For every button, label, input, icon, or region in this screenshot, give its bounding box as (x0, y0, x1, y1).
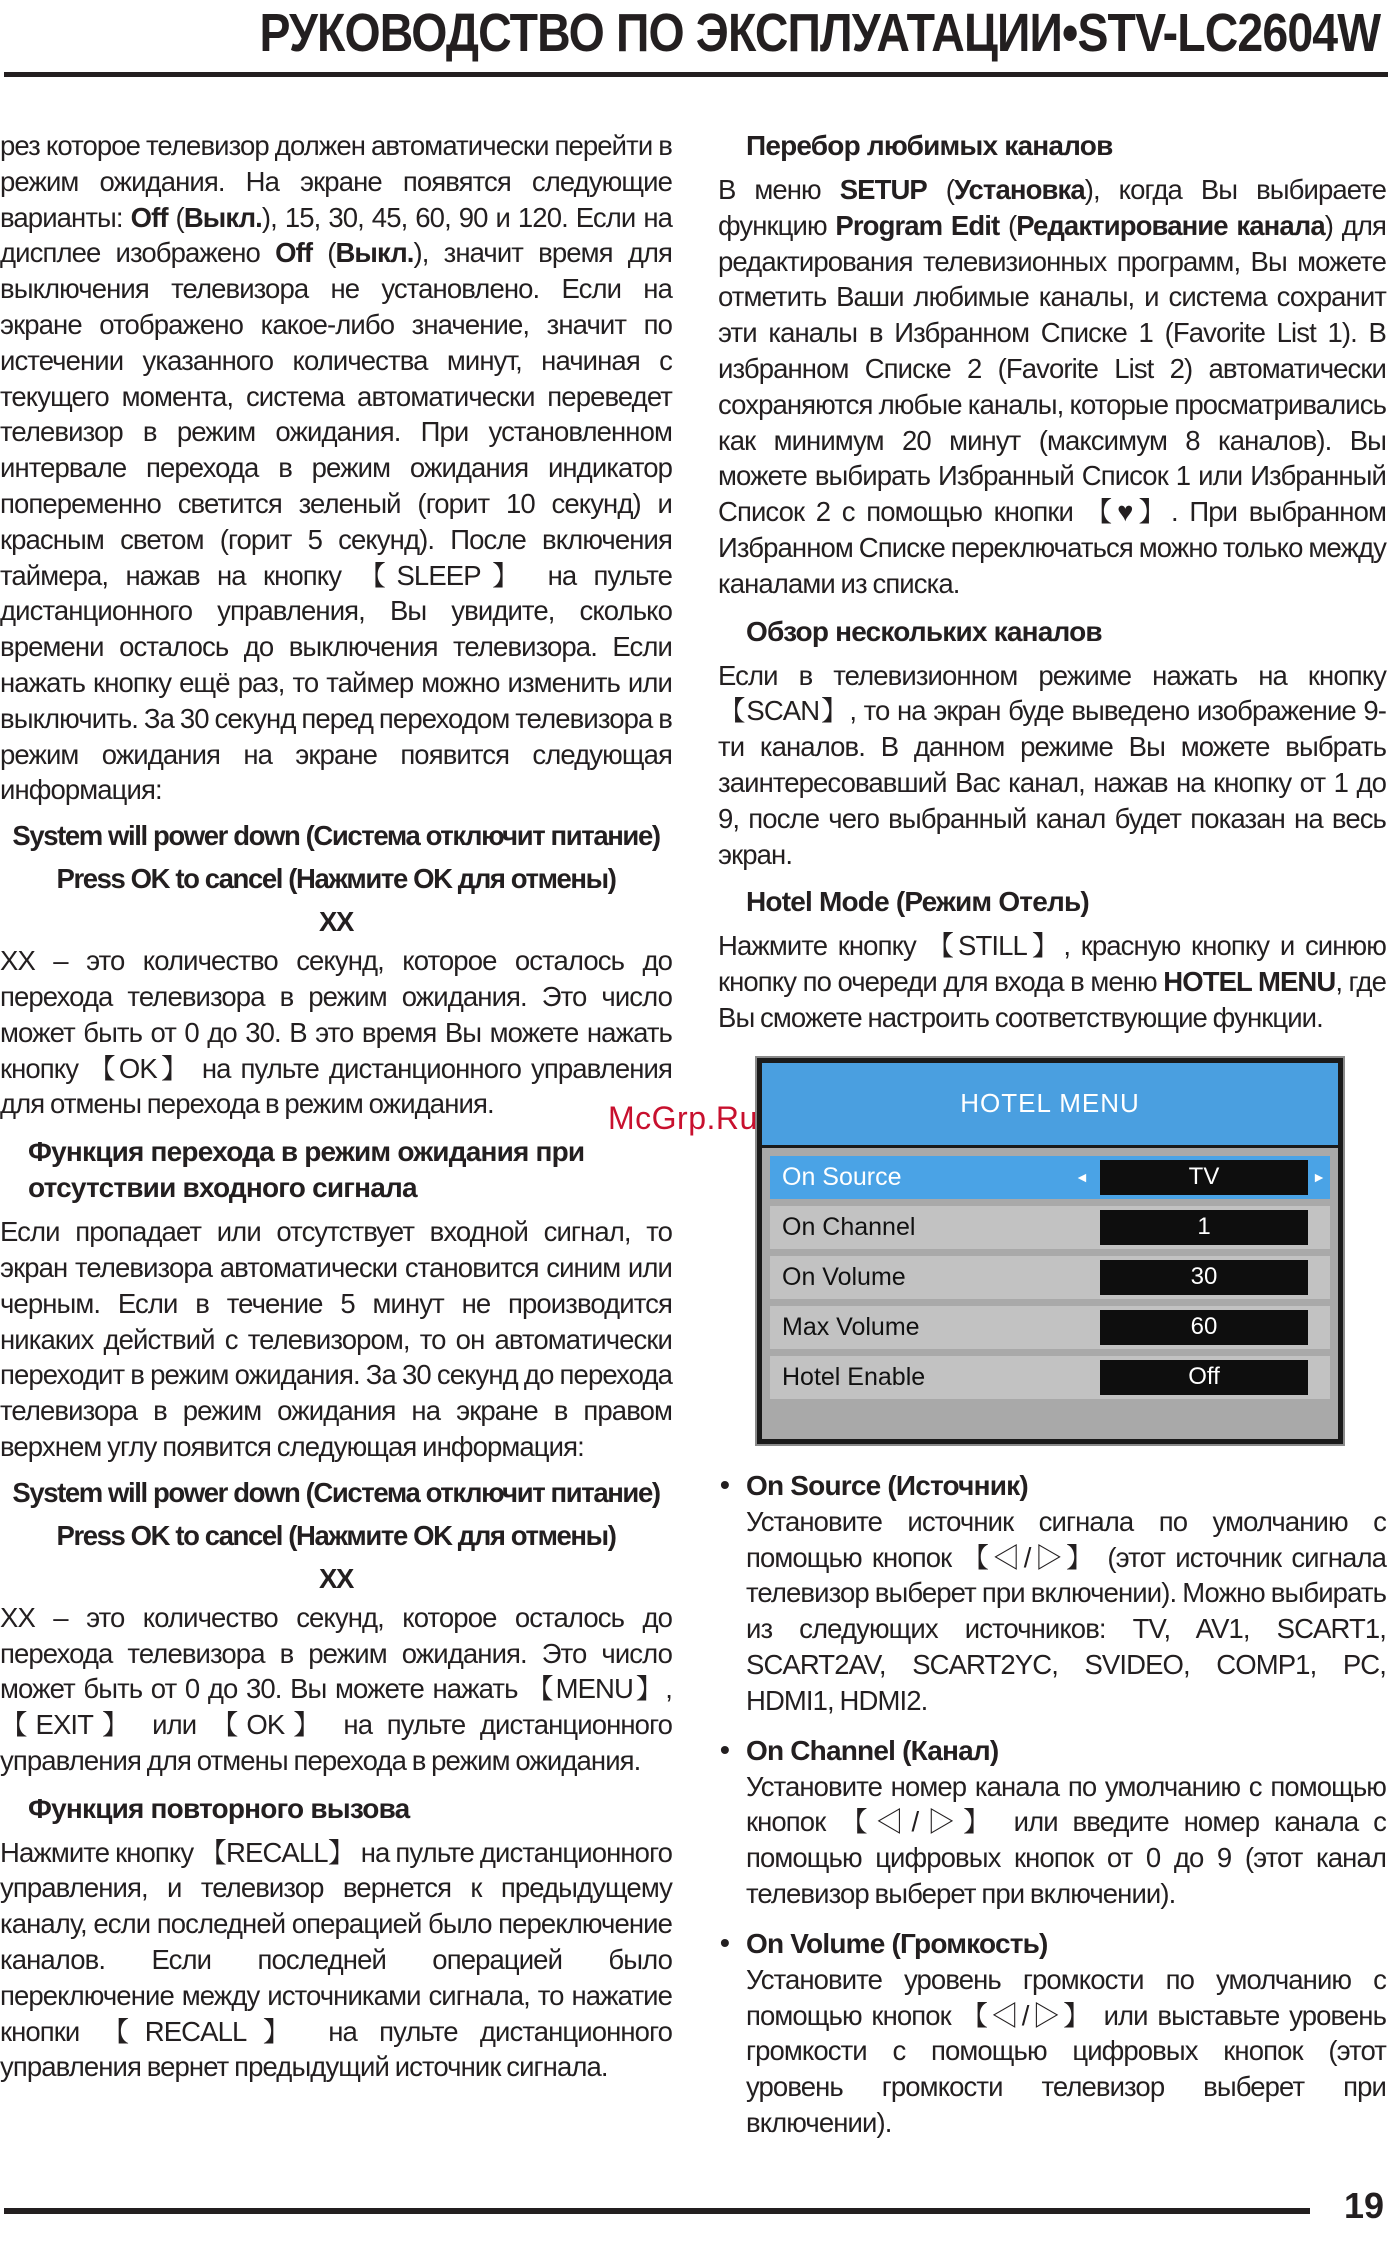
left-column (0, 128, 672, 2085)
hotel-menu-body (762, 1148, 1338, 1439)
bullet-text: Установите номер канала по умолчанию с помощью кнопок 【◁/▷】 или введите номер канала с помощью цифровых кнопок от 0 до 9 (этот канал телевизор выберет при включении). (746, 1770, 1386, 1909)
power-down-message2-line2: Press OK to cancel (Нажмите OK для отмены) (56, 1519, 616, 1551)
row-label: Max Volume (782, 1312, 920, 1341)
bullet-text: Установите источник сигнала по умолчанию с помощью кнопок 【◁/▷】 (этот источник сигнала телевизор выберет при включении). Можно выбирать из следующих источников: TV, AV1, SCART1, SCART2AV, SCART2YC, SVIDEO, COMP1, PC, HDMI1, HDMI2. (746, 1505, 1386, 1716)
row-label: Hotel Enable (782, 1362, 926, 1391)
bullet-icon: • (720, 1468, 730, 1500)
hotel-menu-screenshot (755, 1056, 1345, 1446)
hotel-mode-heading: Hotel Mode (Режим Отель) (746, 886, 1089, 918)
arrow-right-icon[interactable]: ► (1312, 1168, 1326, 1185)
bullet-icon: • (720, 1733, 730, 1765)
hotel-menu-row-on-channel[interactable] (770, 1206, 1330, 1249)
row-value: 60 (1100, 1310, 1308, 1345)
power-down-message-line1: System will power down (Система отключит питание) (12, 820, 660, 852)
recall-heading: Функция повторного вызова (28, 1792, 410, 1824)
hotel-menu-row-hotel-enable[interactable] (770, 1356, 1330, 1399)
bullet-on-channel (718, 1733, 1386, 1912)
no-signal-heading: Функция перехода в режим ожидания при отсутствии входного сигнала (28, 1136, 585, 1204)
recall-paragraph: Нажмите кнопку 【RECALL】 на пульте дистанционного управления, и телевизор вернется к предыдущему каналу, если последней операцией было переключение каналов. Если последней операцией было переключение между источниками сигнала, то нажатие кнопки 【RECALL】 на пульте дистанционного управления вернет предыдущий источник сигнала. (0, 1836, 672, 2083)
hotel-menu-row-on-volume[interactable] (770, 1256, 1330, 1299)
favorites-heading: Перебор любимых каналов (746, 130, 1113, 161)
countdown-paragraph-2: XX – это количество секунд, которое осталось до перехода телевизора в режим ожидания. Это число может быть от 0 до 30. Вы можете нажать 【MENU】, 【EXIT】 или 【OK】 на пульте дистанционного управления для отмены перехода в режим ожидания. (0, 1601, 672, 1776)
hotel-menu-title: HOTEL MENU (762, 1063, 1338, 1145)
footer-rule (4, 2208, 1310, 2214)
no-signal-paragraph: Если пропадает или отсутствует входной сигнал, то экран телевизора автоматически становится синим или черным. Если в течение 5 минут не производится никаких действий с телевизором, то он автоматически переходит в режим ожидания. За 30 секунд до перехода телевизора в режим ожидания на экране в правом верхнем углу появится следующая информация: (0, 1216, 672, 1462)
hotel-mode-paragraph: Нажмите кнопку 【STILL】, красную кнопку и синюю кнопку по очереди для входа в меню HOTEL MENU, где Вы сможете настроить соответствующие функции. (718, 930, 1386, 1033)
watermark: McGrp.Ru (608, 1100, 758, 1136)
bullet-title: On Channel (Канал) (746, 1734, 999, 1766)
right-column (718, 128, 1386, 2141)
power-down-message-line3: XX (319, 906, 353, 938)
page-number: 19 (1343, 2185, 1384, 2226)
bullet-on-volume (718, 1926, 1386, 2141)
row-label: On Source (782, 1162, 902, 1191)
multi-channel-paragraph: Если в телевизионном режиме нажать на кнопку 【SCAN】, то на экран буде выведено изображение 9-ти каналов. В данном режиме Вы можете выбрать заинтересовавший Вас канал, нажав на кнопку от 1 до 9, после чего выбранный канал будет показан на весь экран. (718, 659, 1386, 870)
hotel-menu-row-max-volume[interactable] (770, 1306, 1330, 1349)
row-label: On Channel (782, 1212, 916, 1241)
multi-channel-heading: Обзор нескольких каналов (746, 615, 1102, 647)
bullet-on-source (718, 1468, 1386, 1719)
power-down-message2-line1: System will power down (Система отключит питание) (12, 1476, 660, 1508)
row-value: TV (1100, 1160, 1308, 1195)
row-value: Off (1100, 1360, 1308, 1395)
bullet-title: On Volume (Громкость) (746, 1927, 1048, 1959)
page-header-title: РУКОВОДСТВО ПО ЭКСПЛУАТАЦИИ•STV-LC2604W (259, 3, 1380, 63)
power-down-message-line2: Press OK to cancel (Нажмите OK для отмены) (56, 863, 616, 895)
power-down-message2-line3: XX (319, 1562, 353, 1594)
favorites-paragraph: В меню SETUP (Установка), когда Вы выбираете функцию Program Edit (Редактирование канала) для редактирования телевизионных программ, Вы можете отметить Ваши любимые каналы, и система сохранит эти каналы в Избранном Списке 1 (Favorite List 1). В избранном Списке 2 (Favorite List 2) автоматически сохраняются любые каналы, которые просматривались как минимум 20 минут (максимум 8 каналов). Вы можете выбирать Избранный Список 1 или Избранный Список 2 с помощью кнопки 【♥】. При выбранном Избранном Списке переключаться можно только между каналами из списка. (718, 174, 1386, 599)
row-label: On Volume (782, 1262, 906, 1291)
row-value: 30 (1100, 1260, 1308, 1295)
bullet-text: Установите уровень громкости по умолчанию с помощью кнопок 【◁/▷】 или выставьте уровень громкости с помощью цифровых кнопок (этот уровень громкости телевизор выберет при включении). (746, 1963, 1386, 2138)
sleep-timer-paragraph: рез которое телевизор должен автоматически перейти в режим ожидания. На экране появятся следующие варианты: Off (Выкл.), 15, 30, 45, 60, 90 и 120. Если на дисплее изображено Off (Выкл.), значит время для выключения телевизора не установлено. Если на экране отображено какое-либо значение, значит по истечении указанного количества минут, начиная с текущего момента, система автоматически переведет телевизор в режим ожидания. При установленном интервале перехода в режим ожидания индикатор попеременно светится зеленый (горит 10 секунд) и красным светом (горит 5 секунд). После включения таймера, нажав на кнопку 【SLEEP】 на пульте дистанционного управления, Вы увидите, сколько времени осталось до выключения телевизора. Если нажать кнопку ещё раз, то таймер можно изменить или выключить. За 30 секунд перед переходом телевизора в режим ожидания на экране появится следующая информация: (0, 130, 673, 806)
row-value: 1 (1100, 1210, 1308, 1245)
bullet-icon: • (720, 1926, 730, 1958)
countdown-paragraph: XX – это количество секунд, которое осталось до перехода телевизора в режим ожидания. Это число может быть от 0 до 30. В это время Вы можете нажать кнопку 【OK】 на пульте дистанционного управления для отмены перехода в режим ожидания. (0, 945, 672, 1120)
arrow-left-icon[interactable]: ◄ (1075, 1168, 1089, 1185)
hotel-menu-row-on-source[interactable] (770, 1156, 1330, 1199)
header-rule (4, 72, 1388, 77)
bullet-title: On Source (Источник) (746, 1469, 1028, 1501)
